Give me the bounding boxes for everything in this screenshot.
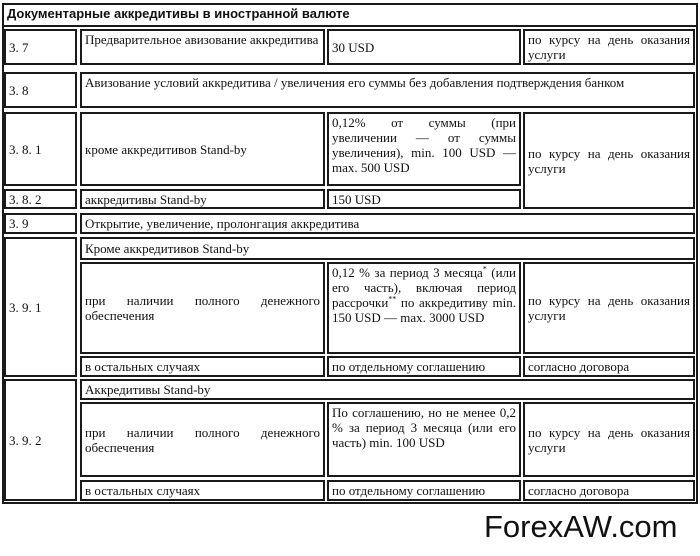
row-desc-3-8-2: аккредитивы Stand-by (80, 189, 325, 209)
row-rate-3-9-2-other: согласно договора (523, 480, 695, 501)
row-code-3-7: 3. 7 (4, 29, 77, 65)
row-fee-3-7: 30 USD (327, 29, 521, 65)
row-code-3-9: 3. 9 (4, 213, 77, 234)
row-fee-3-9-2-other: по отдельному соглашению (327, 480, 521, 501)
row-header-3-9-1: Кроме аккредитивов Stand-by (80, 237, 695, 260)
row-code-3-8-2: 3. 8. 2 (4, 189, 77, 209)
row-desc-3-9-2-other: в остальных случаях (80, 480, 325, 501)
row-fee-3-9-2-covered: По соглашению, но не менее 0,2 % за период 3 месяца (или его часть) min. 100 USD (327, 402, 521, 477)
row-fee-3-8-1: 0,12% от суммы (при увеличении — от суммы увеличения), min. 100 USD — max. 500 USD (327, 112, 521, 186)
row-code-3-9-1: 3. 9. 1 (4, 237, 77, 377)
row-desc-3-8-1: кроме аккредитивов Stand-by (80, 112, 325, 186)
row-desc-3-9-2-covered: при наличии полного денежного обеспечения (80, 402, 325, 477)
watermark-text: ForexAW.com (484, 509, 678, 544)
row-fee-3-9-1-covered: 0,12 % за период 3 месяца* (или его часть), включая период рассрочки** по аккредитиву min. 150 USD — max. 3000 USD (327, 262, 521, 354)
table-title: Документарные аккредитивы в иностранной валюте (2, 3, 698, 27)
row-desc-3-9-1-other: в остальных случаях (80, 356, 325, 377)
row-rate-3-8: по курсу на день оказания услуги (523, 112, 695, 209)
row-desc-3-9: Открытие, увеличение, пролонгация аккредитива (80, 213, 695, 234)
row-code-3-8: 3. 8 (4, 72, 77, 108)
row-fee-3-9-1-other: по отдельному соглашению (327, 356, 521, 377)
row-code-3-8-1: 3. 8. 1 (4, 112, 77, 186)
row-header-3-9-2: Аккредитивы Stand-by (80, 379, 695, 400)
row-code-3-9-2: 3. 9. 2 (4, 379, 77, 501)
row-rate-3-7: по курсу на день оказания услуги (523, 29, 695, 65)
row-rate-3-9-2-covered: по курсу на день оказания услуги (523, 402, 695, 477)
row-desc-3-8: Авизование условий аккредитива / увеличения его суммы без добавления подтверждения банком (80, 72, 695, 108)
row-rate-3-9-1-other: согласно договора (523, 356, 695, 377)
row-desc-3-9-1-covered: при наличии полного денежного обеспечения (80, 262, 325, 354)
row-fee-3-8-2: 150 USD (327, 189, 521, 209)
row-rate-3-9-1-covered: по курсу на день оказания услуги (523, 262, 695, 354)
row-desc-3-7: Предварительное авизование аккредитива (80, 29, 325, 65)
